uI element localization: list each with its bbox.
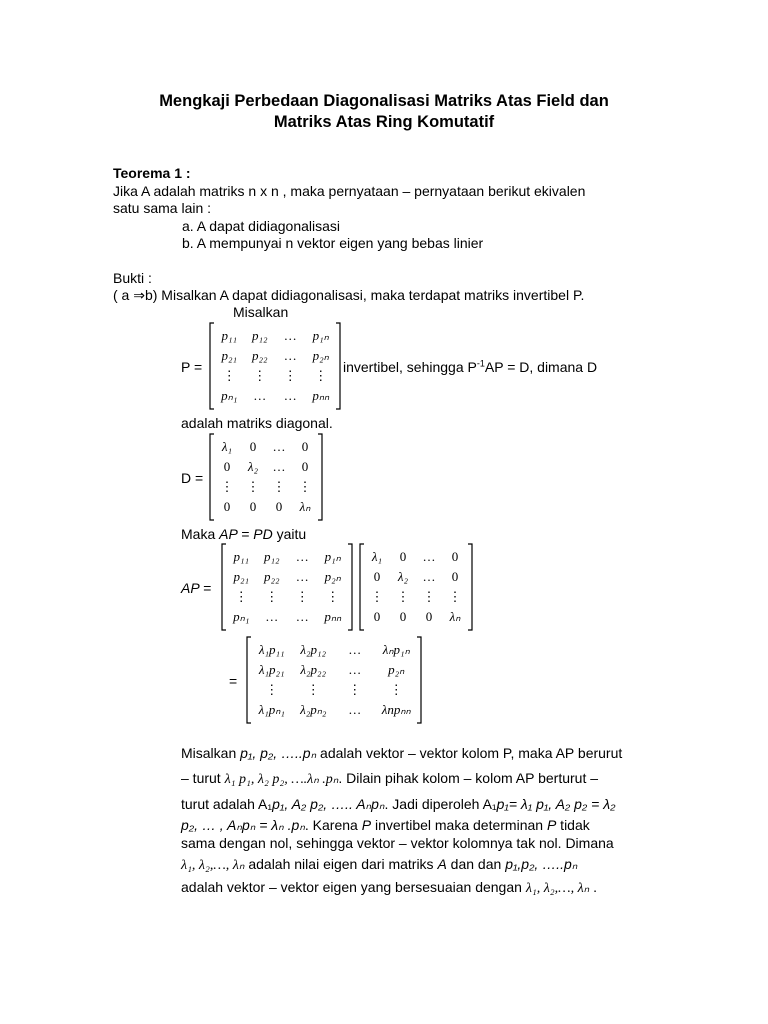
matrix-cell: p₂₁ bbox=[233, 569, 250, 584]
paragraph-line-6: λ₁, λ₂,…, λₙ adalah nilai eigen dari matriks A dan dan p₁,p₂, …..pₙ bbox=[181, 856, 578, 873]
matrix-cell: ⋮ bbox=[298, 479, 312, 494]
matrix-cell: … bbox=[272, 439, 286, 454]
matrix-cell: ⋮ bbox=[306, 682, 320, 697]
theorem-heading: Teorema 1 : bbox=[113, 165, 191, 181]
matrix-cell: λ₁ bbox=[221, 439, 233, 454]
matrix-cell: 0 bbox=[373, 609, 381, 624]
paragraph-line-1: Misalkan p₁, p₂, …..pₙ adalah vektor – vektor kolom P, maka AP berurut bbox=[181, 745, 623, 761]
matrix-cell: 0 bbox=[451, 569, 459, 584]
matrix-cell: ⋮ bbox=[220, 479, 234, 494]
matrix-cell: ⋮ bbox=[448, 589, 462, 604]
proof-heading: Bukti : bbox=[113, 270, 152, 286]
matrix-cell: p₁₂ bbox=[263, 549, 280, 564]
matrix-cell: λ₂pₙ₂ bbox=[300, 702, 327, 717]
matrix-cell: 0 bbox=[451, 549, 459, 564]
matrix-cell: ⋮ bbox=[234, 589, 248, 604]
paragraph-line-5: sama dengan nol, sehingga vektor – vektor kolomnya tak nol. Dimana bbox=[181, 835, 614, 851]
matrix-cell: p₂₂ bbox=[251, 348, 268, 363]
matrix-p-product bbox=[220, 543, 354, 631]
paper-title-line-2: Matriks Atas Ring Komutatif bbox=[273, 113, 495, 131]
matrix-cell: ⋮ bbox=[348, 682, 362, 697]
matrix-cell: … bbox=[283, 348, 297, 363]
paper-title-line-1: Mengkaji Perbedaan Diagonalisasi Matriks Atas Field dan bbox=[159, 92, 609, 110]
matrix-p bbox=[208, 322, 342, 410]
matrix-cell: ⋮ bbox=[272, 479, 286, 494]
matrix-cell: p₂ₙ bbox=[388, 662, 405, 677]
matrix-cell: λ₂p₂₂ bbox=[300, 662, 327, 677]
matrix-cell: λnpₙₙ bbox=[381, 702, 411, 717]
matrix-cell: ⋮ bbox=[326, 589, 340, 604]
matrix-cell: … bbox=[283, 388, 297, 403]
matrix-cell: … bbox=[348, 662, 362, 677]
matrix-cell: ⋮ bbox=[422, 589, 436, 604]
matrix-cell: ⋮ bbox=[246, 479, 260, 494]
result-equals-label: = bbox=[229, 673, 238, 689]
theorem-statement-line-2: satu sama lain : bbox=[113, 200, 212, 216]
matrix-cell: p₂ₙ bbox=[312, 348, 329, 363]
matrix-cell: … bbox=[348, 642, 362, 657]
matrix-cell: … bbox=[295, 569, 309, 584]
ap-equals-label: AP = bbox=[181, 580, 212, 596]
matrix-cell: λ₁pₙ₁ bbox=[258, 702, 285, 717]
paragraph-line-7: adalah vektor – vektor eigen yang bersesuaian dengan λ₁, λ₂,…, λₙ . bbox=[181, 879, 598, 896]
misalkan-label: Misalkan bbox=[233, 304, 289, 320]
matrix-cell: ⋮ bbox=[396, 589, 410, 604]
matrix-cell: λ₂ bbox=[247, 459, 259, 474]
theorem-statement-line-1: Jika A adalah matriks n x n , maka pernyataan – pernyataan berikut ekivalen bbox=[113, 183, 586, 199]
matrix-cell: λ₂ bbox=[397, 569, 409, 584]
matrix-cell: p₂₂ bbox=[263, 569, 280, 584]
paragraph-line-4: p₂, … , Aₙpₙ = λₙ .pₙ. Karena P invertibel maka determinan P tidak bbox=[181, 817, 590, 833]
matrix-result bbox=[245, 636, 423, 724]
matrix-cell: 0 bbox=[301, 439, 309, 454]
matrix-cell: pₙₙ bbox=[324, 609, 342, 624]
matrix-cell: λₙp₁ₙ bbox=[382, 642, 410, 657]
matrix-cell: … bbox=[295, 549, 309, 564]
matrix-cell: … bbox=[422, 569, 436, 584]
matrix-cell: ⋮ bbox=[314, 368, 328, 383]
paragraph-line-3: turut adalah A₁p₁, A₂ p₂, ….. Aₙpₙ. Jadi diperoleh A₁p₁= λ₁ p₁, A₂ p₂ = λ₂ bbox=[181, 796, 616, 812]
matrix-cell: λ₁p₁₁ bbox=[258, 642, 285, 657]
matrix-cell: 0 bbox=[223, 499, 231, 514]
maka-line: Maka AP = PD yaitu bbox=[181, 526, 307, 542]
matrix-cell: p₁₁ bbox=[233, 549, 250, 564]
matrix-cell: 0 bbox=[301, 459, 309, 474]
matrix-cell: 0 bbox=[425, 609, 433, 624]
matrix-cell: λ₁ bbox=[371, 549, 383, 564]
matrix-cell: 0 bbox=[223, 459, 231, 474]
proof-line-1: ( a ⇒b) Misalkan A dapat didiagonalisasi, maka terdapat matriks invertibel P. bbox=[113, 287, 585, 303]
matrix-cell: ⋮ bbox=[295, 589, 309, 604]
matrix-cell: ⋮ bbox=[370, 589, 384, 604]
paragraph-line-2: – turut λ₁ p₁, λ₂ p₂, ….λₙ .pₙ. Dilain pihak kolom – kolom AP berturut – bbox=[181, 770, 599, 787]
matrix-cell: 0 bbox=[399, 549, 407, 564]
matrix-cell: … bbox=[272, 459, 286, 474]
p-equals-label: P = bbox=[181, 359, 203, 375]
matrix-cell: … bbox=[295, 609, 309, 624]
matrix-cell: pₙ₁ bbox=[221, 388, 238, 403]
matrix-cell: ⋮ bbox=[265, 682, 279, 697]
matrix-d bbox=[208, 433, 324, 521]
matrix-cell: p₂₁ bbox=[221, 348, 238, 363]
theorem-item-a: a. A dapat didiagonalisasi bbox=[182, 218, 341, 234]
matrix-cell: … bbox=[265, 609, 279, 624]
matrix-cell: ⋮ bbox=[253, 368, 267, 383]
matrix-cell: ⋮ bbox=[389, 682, 403, 697]
matrix-cell: p₁ₙ bbox=[324, 549, 341, 564]
matrix-cell: 0 bbox=[399, 609, 407, 624]
matrix-cell: 0 bbox=[249, 439, 257, 454]
matrix-d-product bbox=[358, 543, 474, 631]
matrix-cell: 0 bbox=[373, 569, 381, 584]
matrix-cell: λ₁p₂₁ bbox=[258, 662, 285, 677]
matrix-cell: λₙ bbox=[449, 609, 461, 624]
matrix-cell: … bbox=[422, 549, 436, 564]
d-equals-label: D = bbox=[181, 470, 204, 486]
p-invertible-text: invertibel, sehingga $P^{-1}AP = D$, dimana D bbox=[343, 358, 598, 375]
matrix-cell: … bbox=[348, 702, 362, 717]
matrix-cell: pₙₙ bbox=[312, 388, 330, 403]
matrix-cell: λ₂p₁₂ bbox=[300, 642, 327, 657]
matrix-cell: p₁₁ bbox=[221, 328, 238, 343]
matrix-cell: ⋮ bbox=[283, 368, 297, 383]
matrix-cell: … bbox=[253, 388, 267, 403]
matrix-cell: pₙ₁ bbox=[233, 609, 250, 624]
diagonal-text: adalah matriks diagonal. bbox=[181, 415, 333, 431]
matrix-cell: 0 bbox=[249, 499, 257, 514]
matrix-cell: p₁ₙ bbox=[312, 328, 329, 343]
matrix-cell: … bbox=[283, 328, 297, 343]
matrix-cell: ⋮ bbox=[265, 589, 279, 604]
matrix-cell: 0 bbox=[275, 499, 283, 514]
matrix-cell: ⋮ bbox=[222, 368, 236, 383]
matrix-cell: λₙ bbox=[299, 499, 311, 514]
theorem-item-b: b. A mempunyai n vektor eigen yang bebas linier bbox=[182, 235, 484, 251]
matrix-cell: p₁₂ bbox=[251, 328, 268, 343]
matrix-cell: p₂ₙ bbox=[324, 569, 341, 584]
